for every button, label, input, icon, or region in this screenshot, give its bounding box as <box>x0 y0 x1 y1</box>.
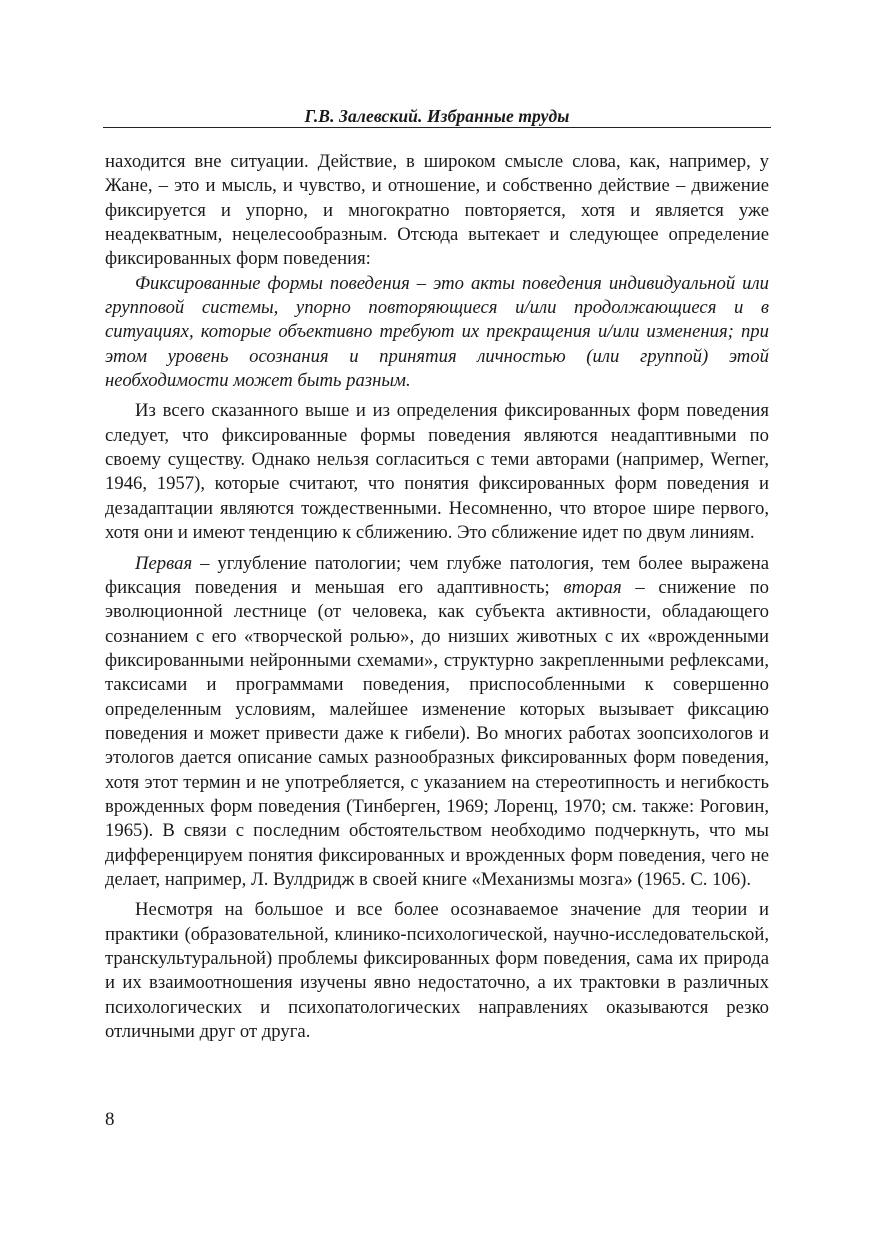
paragraph-two-lines <box>105 552 769 893</box>
emphasis-first: Первая <box>135 552 193 574</box>
paragraph-continuation: находится вне ситуации. Действие, в широком смысле слова, как, например, у Жане, – это и мысль, и чувство, и отношение, и собственно действие – движение фиксируется и упорно, и многократно повторяется, хотя и является уже неадекватным, нецелесообразным. Отсюда вытекает и следующее определение фиксированных форм поведения: <box>105 151 769 270</box>
page-number: 8 <box>105 1109 115 1130</box>
paragraph-non-adaptive: Из всего сказанного выше и из определения фиксированных форм поведения следует, что фиксированные формы поведения являются неадаптивными по своему существу. Однако нельзя согласиться с теми авторами (например, Werner, 1946, 1957), которые считают, что понятия фиксированных форм поведения и дезадаптации являются тождественными. Несомненно, что второе шире первого, хотя они и имеют тенденцию к сближению. Это сближение идет по двум линиям. <box>105 400 769 544</box>
running-header-title: Г.В. Залевский. Избранные труды <box>304 106 570 126</box>
paragraph-two-lines-part2: – снижение по эволюционной лестнице (от человека, как субъекта активности, обладающего сознанием с его «творческой ролью», до низших животных с их «врожденными фиксированными нейронными схемами», структурно закрепленными рефлексами, таксисами и программами поведения, приспособленными к совершенно определенным условиям, малейшее изменение которых вызывает фиксацию поведения и может привести даже к гибели). Во многих работах зоопсихологов и этологов дается описание самых разнообразных фиксированных форм поведения, хотя этот термин и не употребляется, с указанием на стереотипность и негибкость врожденных форм поведения (Тинберген, 1969; Лоренц, 1970; см. также: Роговин, 1965). В связи с последним обстоятельством необходимо подчеркнуть, что мы дифференцируем понятия фиксированных и врожденных форм поведения, чего не делает, например, Л. Вулдридж в своей книге «Механизмы мозга» (1965. С. 106). <box>105 576 769 890</box>
header-divider <box>103 127 771 128</box>
emphasis-second: вторая <box>563 576 622 598</box>
paragraph-two-lines-part1: – углубление патологии; чем глубже патология, тем более выражена фиксация поведения и меньшая его адаптивность; <box>105 552 769 598</box>
paragraph-conclusion: Несмотря на большое и все более осознаваемое значение для теории и практики (образовательной, клинико-психологической, научно-исследовательской, транскультуральной) проблемы фиксированных форм поведения, сама их природа и их взаимоотношения изучены явно недостаточно, а их трактовки в различных психологических и психопатологических направлениях оказываются резко отличными друг от друга. <box>105 899 769 1043</box>
definition-paragraph: Фиксированные формы поведения – это акты поведения индивидуальной или групповой системы, упорно повторяющиеся и/или продолжающиеся и в ситуациях, которые объективно требуют их прекращения и/или изменения; при этом уровень осознания и принятия личностью (или группой) этой необходимости может быть разным. <box>105 272 769 392</box>
page-body <box>105 150 769 1044</box>
